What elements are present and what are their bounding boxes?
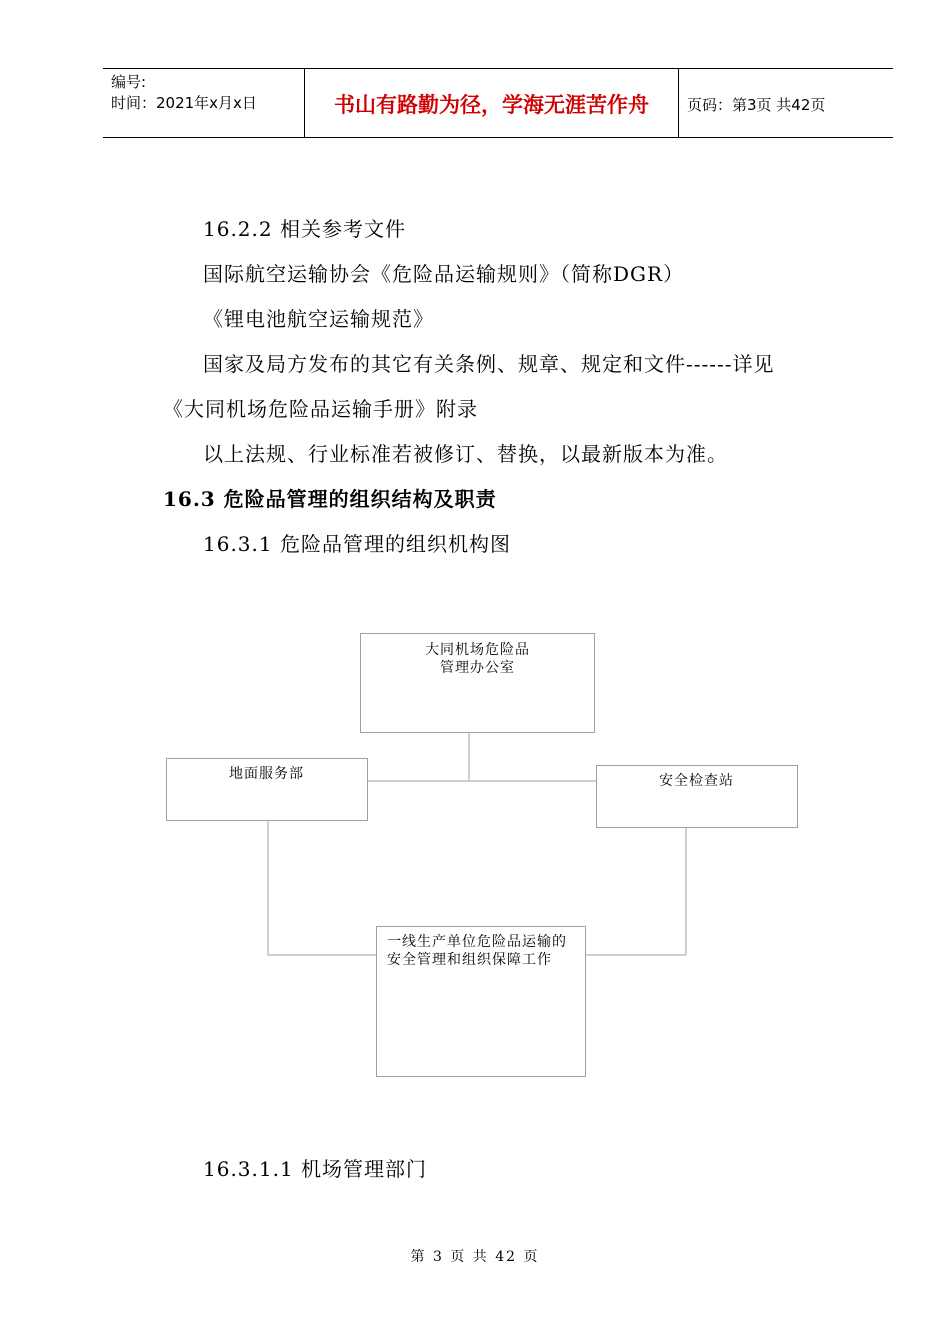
subsection-heading-16-2-2: 16.2.2 相关参考文件 bbox=[203, 217, 406, 241]
reference-lithium: 《锂电池航空运输规范》 bbox=[203, 307, 434, 331]
org-box-dgm-office-label: 大同机场危险品 管理办公室 bbox=[425, 642, 530, 676]
org-box-ground-services-label: 地面服务部 bbox=[229, 766, 304, 782]
section-heading-16-3: 16.3 危险品管理的组织结构及职责 bbox=[163, 487, 497, 511]
connector-left-to-bottom bbox=[268, 820, 376, 955]
subsection-heading-16-3-1: 16.3.1 危险品管理的组织机构图 bbox=[203, 532, 511, 556]
connector-right-to-bottom bbox=[585, 827, 686, 955]
header-number-label: 编号: bbox=[111, 73, 147, 91]
header-page-info: 页码：第3页 共42页 bbox=[687, 95, 826, 114]
reference-dgr: 国际航空运输协会《危险品运输规则》（简称DGR） bbox=[203, 262, 685, 286]
page-header bbox=[103, 68, 893, 138]
org-box-security-checkpoint bbox=[596, 765, 798, 828]
org-box-security-checkpoint-label: 安全检查站 bbox=[659, 773, 734, 789]
reference-regulations: 国家及局方发布的其它有关条例、规章、规定和文件------详见 bbox=[203, 352, 775, 376]
header-motto: 书山有路勤为径，学海无涯苦作舟 bbox=[304, 69, 679, 137]
org-box-frontline-units bbox=[376, 926, 586, 1077]
reference-manual-appendix: 《大同机场危险品运输手册》附录 bbox=[163, 397, 478, 421]
reference-note: 以上法规、行业标准若被修订、替换，以最新版本为准。 bbox=[203, 442, 728, 466]
header-meta bbox=[103, 69, 304, 137]
page-footer: 第 3 页 共 42 页 bbox=[410, 1249, 540, 1265]
header-time-label: 时间：2021年x月x日 bbox=[111, 94, 257, 112]
org-box-frontline-units-label: 一线生产单位危险品运输的安全管理和组织保障工作 bbox=[387, 934, 567, 968]
org-box-dgm-office bbox=[360, 633, 595, 733]
org-box-ground-services bbox=[166, 758, 368, 821]
subsection-heading-16-3-1-1: 16.3.1.1 机场管理部门 bbox=[203, 1157, 428, 1181]
